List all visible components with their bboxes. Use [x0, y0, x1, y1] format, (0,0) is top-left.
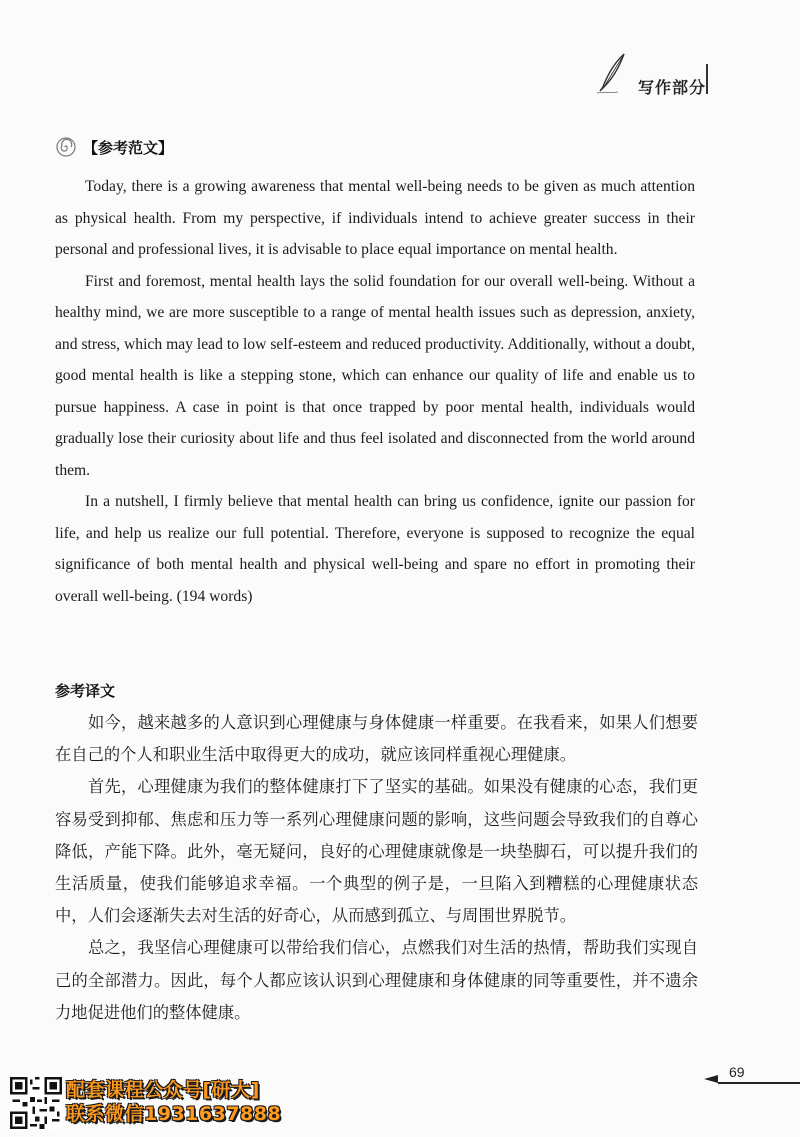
- english-essay: [55, 171, 695, 612]
- essay-paragraph: First and foremost, mental health lays the solid foundation for our overall well-being. Without a healthy mind, we are more susceptible to a range of mental health issues such as depression, anxiety, and stress, which may lead to low self-esteem and reduced productivity. Additionally, without a doubt, good mental health is like a stepping stone, which can enhance our quality of life and enable us to pursue happiness. A case in point is that once trapped by poor mental health, individuals would gradually lose their curiosity about life and thus feel isolated and disconnected from the world around them.: [55, 272, 695, 479]
- promo-line-1: 配套课程公众号[研大]: [66, 1079, 260, 1101]
- page-header: [594, 50, 706, 100]
- quill-pen-icon: [594, 51, 628, 95]
- translation-title: 参考译文: [55, 682, 116, 700]
- header-divider: [706, 64, 708, 94]
- reference-essay-heading: [55, 136, 173, 158]
- chinese-translation: [55, 707, 698, 1029]
- essay-paragraph: In a nutshell, I firmly believe that mental health can bring us confidence, ignite our passion for life, and help us realize our full potential. Therefore, everyone is supposed to recognize the equal significance of both mental health and physical well-being and spare no effort in promoting their overall well-being. (194 words): [55, 493, 695, 605]
- page-number-marker: [704, 1075, 718, 1083]
- essay-paragraph: Today, there is a growing awareness that mental well-being needs to be given as much attention as physical health. From my perspective, if individuals intend to achieve greater success in their personal and professional lives, it is advisable to place equal importance on mental health.: [55, 178, 695, 258]
- translation-paragraph: 如今，越来越多的人意识到心理健康与身体健康一样重要。在我看来，如果人们想要在自己的个人和职业生活中取得更大的成功，就应该同样重视心理健康。: [55, 713, 698, 765]
- promo-watermark: [66, 1078, 281, 1126]
- section-category-title: 写作部分: [637, 77, 706, 97]
- page-number: 69: [729, 1064, 745, 1080]
- translation-paragraph: 总之，我坚信心理健康可以带给我们信心，点燃我们对生活的热情，帮助我们实现自己的全部潜力。因此，每个人都应该认识到心理健康和身体健康的同等重要性，并不遗余力地促进他们的整体健康。: [55, 938, 698, 1022]
- spiral-bullet-icon: [55, 136, 77, 158]
- qr-code-icon: [10, 1077, 62, 1129]
- promo-line-2: 联系微信1931637888: [66, 1103, 282, 1125]
- section-title: 【参考范文】: [83, 138, 174, 157]
- translation-paragraph: 首先，心理健康为我们的整体健康打下了坚实的基础。如果没有健康的心态，我们更容易受到抑郁、焦虑和压力等一系列心理健康问题的影响，这些问题会导致我们的自尊心降低，产能下降。此外，毫无疑问，良好的心理健康就像是一块垫脚石，可以提升我们的生活质量，使我们能够追求幸福。一个典型的例子是，一旦陷入到糟糕的心理健康状态中，人们会逐渐失去对生活的好奇心，从而感到孤立、与周围世界脱节。: [55, 777, 698, 926]
- footer-rule: [718, 1082, 800, 1084]
